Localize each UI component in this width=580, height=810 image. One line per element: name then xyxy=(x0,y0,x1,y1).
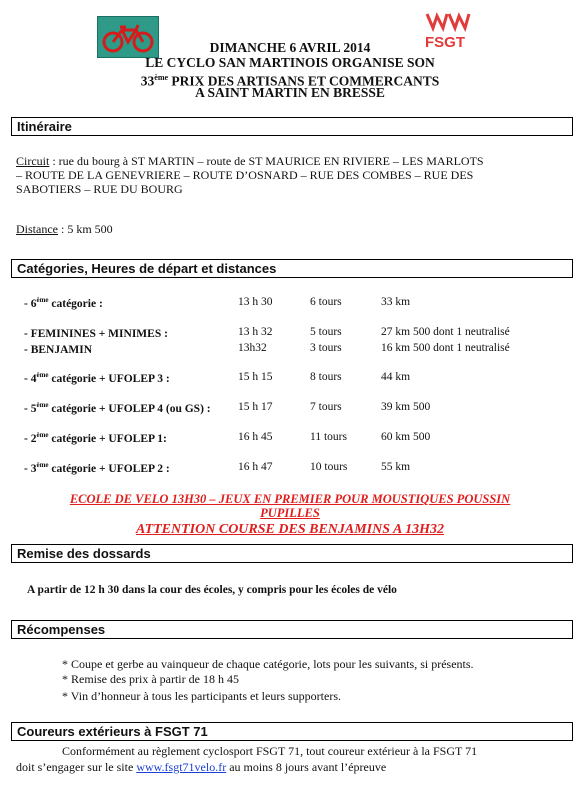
section-title-recompenses: Récompenses xyxy=(17,622,106,637)
category-distance: 33 km xyxy=(381,296,411,308)
section-title-dossards: Remise des dossards xyxy=(17,546,151,561)
distance-text: Distance : 5 km 500 xyxy=(16,222,113,236)
notice-pupilles: PUPILLES xyxy=(260,506,320,520)
title-location: A SAINT MARTIN EN BRESSE xyxy=(195,85,385,100)
category-time: 16 h 47 xyxy=(238,461,273,473)
fsgt-logo-text: FSGT xyxy=(425,34,465,51)
category-time: 13h32 xyxy=(238,342,267,354)
category-name: - 2ème catégorie + UFOLEP 1: xyxy=(24,431,167,445)
category-tours: 6 tours xyxy=(310,296,342,308)
recompense-item: * Coupe et gerbe au vainqueur de chaque catégorie, lots pour les suivants, si présents. xyxy=(62,657,474,671)
category-name: - 3ème catégorie + UFOLEP 2 : xyxy=(24,461,170,475)
section-itineraire xyxy=(11,117,573,136)
category-name: - 5ème catégorie + UFOLEP 4 (ou GS) : xyxy=(24,401,211,415)
category-time: 15 h 17 xyxy=(238,401,273,413)
category-tours: 11 tours xyxy=(310,431,347,443)
exterieurs-line2: doit s’engager sur le site www.fsgt71velo.fr au moins 8 jours avant l’épreuve xyxy=(16,760,387,774)
category-time: 15 h 15 xyxy=(238,371,273,383)
category-tours: 3 tours xyxy=(310,342,342,354)
category-tours: 8 tours xyxy=(310,371,342,383)
category-time: 13 h 32 xyxy=(238,326,273,338)
notice-ecole-velo: ECOLE DE VELO 13H30 – JEUX EN PREMIER POUR MOUSTIQUES POUSSIN xyxy=(69,492,511,506)
section-dossards xyxy=(11,544,573,563)
fsgt71-website-link[interactable]: www.fsgt71velo.fr xyxy=(136,760,227,774)
circuit-label: Circuit xyxy=(16,154,50,168)
category-distance: 16 km 500 dont 1 neutralisé xyxy=(381,342,510,354)
category-name: - 4ème catégorie + UFOLEP 3 : xyxy=(24,371,170,385)
recompense-item: * Vin d’honneur à tous les participants et leurs supporters. xyxy=(62,689,341,703)
category-time: 16 h 45 xyxy=(238,431,273,443)
category-time: 13 h 30 xyxy=(238,296,273,308)
category-distance: 60 km 500 xyxy=(381,431,431,443)
section-title-itineraire: Itinéraire xyxy=(17,119,72,134)
section-recompenses xyxy=(11,620,573,639)
category-distance: 27 km 500 dont 1 neutralisé xyxy=(381,326,510,338)
section-title-categories: Catégories, Heures de départ et distances xyxy=(17,261,277,276)
exterieurs-line1: Conformément au règlement cyclosport FSGT 71, tout coureur extérieur à la FSGT 71 xyxy=(62,744,478,758)
notice-benjamins: ATTENTION COURSE DES BENJAMINS A 13H32 xyxy=(136,522,444,537)
recompense-item: * Remise des prix à partir de 18 h 45 xyxy=(62,672,239,686)
category-distance: 44 km xyxy=(381,371,411,383)
distance-label: Distance xyxy=(16,222,58,236)
section-categories xyxy=(11,259,573,278)
dossards-text: A partir de 12 h 30 dans la cour des écoles, y compris pour les écoles de vélo xyxy=(27,584,397,596)
title-event: 33ème PRIX DES ARTISANS ET COMMERCANTS xyxy=(140,73,440,89)
category-name: - 6ème catégorie : xyxy=(24,296,103,310)
title-organiser: LE CYCLO SAN MARTINOIS ORGANISE SON xyxy=(145,55,435,70)
category-distance: 39 km 500 xyxy=(381,401,431,413)
category-distance: 55 km xyxy=(381,461,411,473)
category-tours: 5 tours xyxy=(310,326,342,338)
category-tours: 7 tours xyxy=(310,401,342,413)
category-name: - BENJAMIN xyxy=(24,343,93,356)
title-date: DIMANCHE 6 AVRIL 2014 xyxy=(209,40,371,55)
category-tours: 10 tours xyxy=(310,461,348,473)
section-exterieurs xyxy=(11,722,573,741)
circuit-text: Circuit : rue du bourg à ST MARTIN – route de ST MAURICE EN RIVIERE – LES MARLOTS – ROUTE DE LA GENEVRIERE – ROUTE D’OSNARD – RUE DES COMBES – RUE DES SABOTIERS – RUE DU BOURG xyxy=(16,154,484,196)
category-name: - FEMININES + MINIMES : xyxy=(24,327,168,340)
section-title-exterieurs: Coureurs extérieurs à FSGT 71 xyxy=(17,724,208,739)
